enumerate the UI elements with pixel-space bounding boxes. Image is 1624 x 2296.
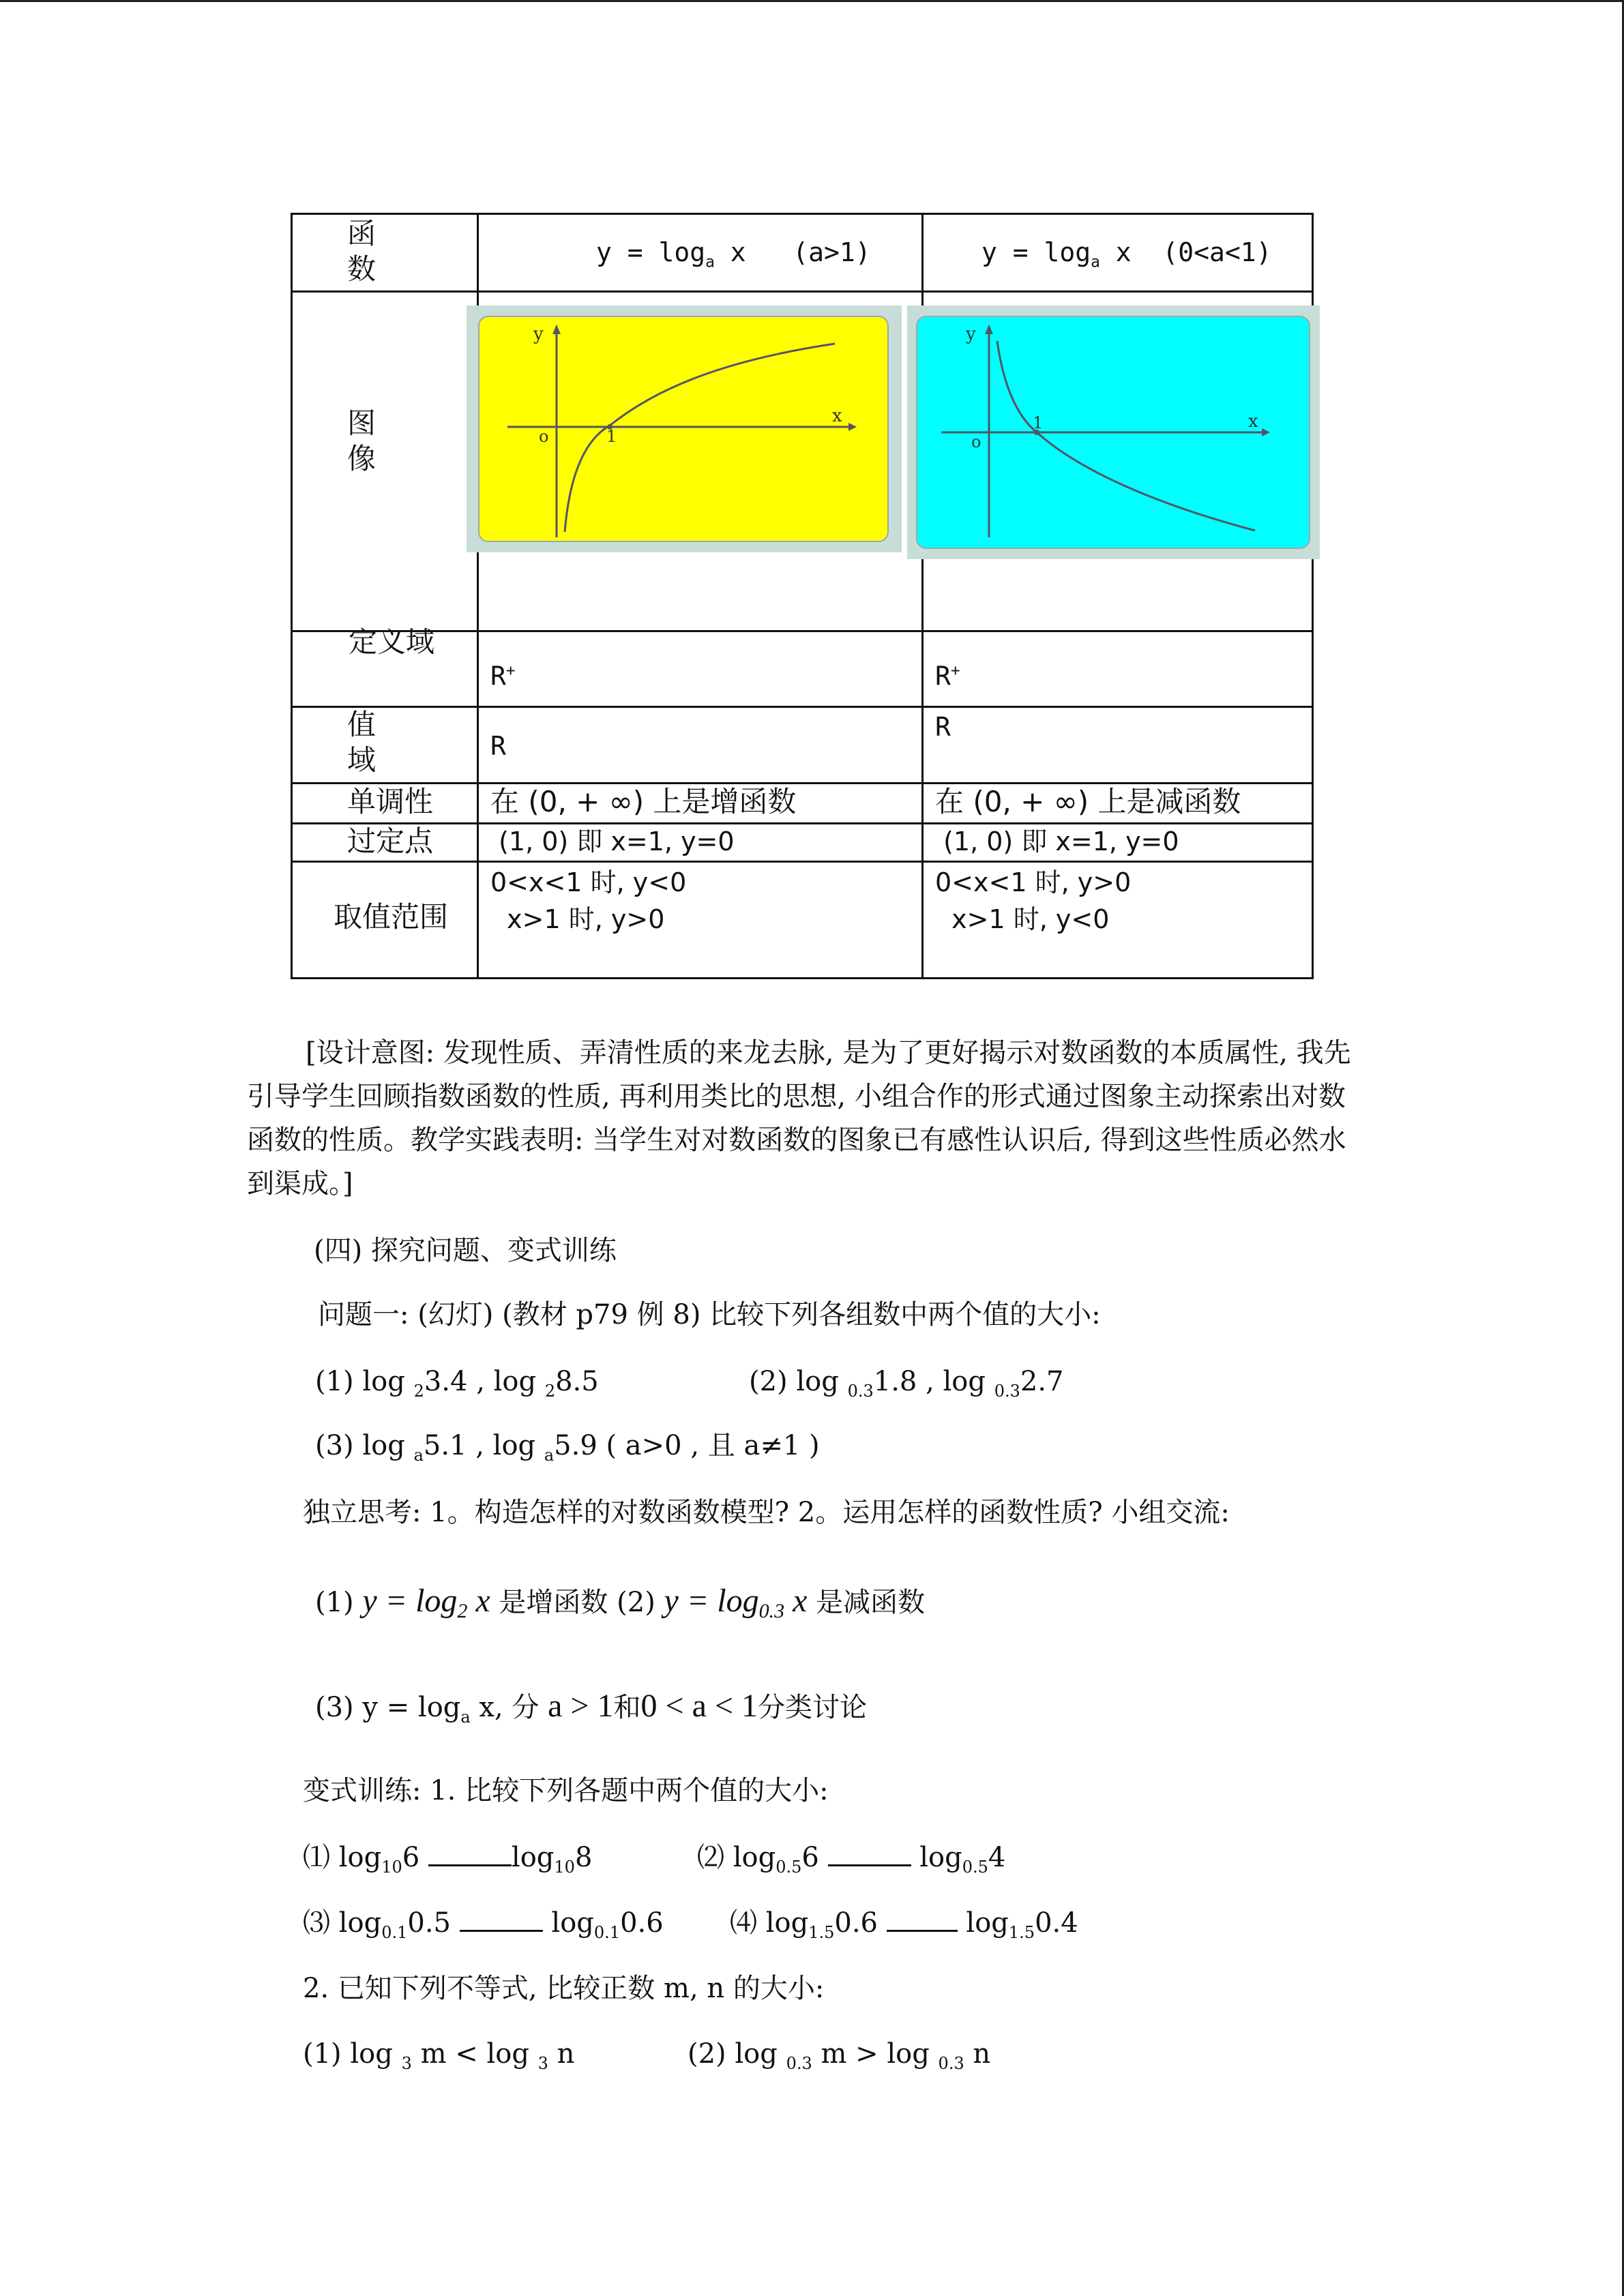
variant-text: log xyxy=(911,1842,962,1873)
answer-text: 是减函数 xyxy=(807,1587,926,1618)
domain-value-decreasing xyxy=(935,653,960,695)
answer-text: (1) xyxy=(315,1587,363,1618)
problem-1-item-3 xyxy=(315,1427,820,1474)
domain-sup: + xyxy=(505,662,516,680)
inequality-text: n xyxy=(964,2038,991,2070)
item-text: (2) log xyxy=(749,1366,848,1397)
variant-sub: 10 xyxy=(381,1858,402,1877)
monotonicity-decreasing: 在 (0, + ∞) 上是减函数 xyxy=(935,785,1241,818)
graph-increasing-log xyxy=(467,305,902,552)
variant-text: 6 xyxy=(402,1842,428,1873)
answer-sub: a xyxy=(460,1708,471,1727)
x-axis-label: x xyxy=(1248,411,1258,432)
variant-sub: 0.5 xyxy=(962,1858,988,1877)
variant-text: 0.6 xyxy=(620,1907,664,1939)
inequality-title: 2. 已知下列不等式, 比较正数 m, n 的大小: xyxy=(303,1973,825,2004)
inequality-text: (2) log xyxy=(688,2038,786,2070)
variant-sub: 0.1 xyxy=(593,1923,621,1942)
variant-text: ⑵ log xyxy=(697,1842,776,1873)
variant-sub: 0.1 xyxy=(381,1923,408,1942)
variant-item-4 xyxy=(730,1903,1078,1952)
item-text: 1.8 , log xyxy=(873,1366,994,1397)
variant-text: ⑴ log xyxy=(303,1842,382,1873)
monotonicity-increasing: 在 (0, + ∞) 上是增函数 xyxy=(490,785,797,818)
item-text: (3) log xyxy=(315,1430,414,1461)
variant-text: ⑷ log xyxy=(730,1907,809,1939)
answer-text: 分类讨论 xyxy=(757,1692,867,1723)
item-text: 5.9 ( a>0 , 且 a≠1 ) xyxy=(554,1430,820,1461)
graph-decreasing-log xyxy=(907,305,1320,559)
inequality-sub: 0.3 xyxy=(938,2054,964,2073)
header-function-label: 函 数 xyxy=(347,217,377,286)
page-top-border xyxy=(0,0,1624,2)
item-sub: a xyxy=(544,1446,555,1465)
row-label-fixed-point: 过定点 xyxy=(347,824,434,858)
domain-value-increasing xyxy=(490,653,516,695)
header-text: y = log xyxy=(981,237,1091,267)
variant-text: 8 xyxy=(574,1842,593,1873)
row-divider xyxy=(293,290,1312,293)
answer-blank[interactable] xyxy=(828,1837,911,1866)
item-sub: 0.3 xyxy=(994,1382,1020,1401)
problem-1-item-2 xyxy=(749,1362,1064,1410)
header-base: a xyxy=(1091,253,1100,271)
row-label-value-range: 取值范围 xyxy=(334,900,449,934)
variant-text: 0.4 xyxy=(1035,1907,1078,1939)
inequality-sub: 3 xyxy=(401,2054,412,2073)
item-text: 2.7 xyxy=(1020,1366,1064,1397)
row-divider xyxy=(293,861,1312,863)
one-label: 1 xyxy=(606,427,617,446)
header-condition: x (0<a<1) xyxy=(1099,237,1272,267)
inequality-sub: 0.3 xyxy=(786,2054,812,2073)
variant-sub: 10 xyxy=(554,1858,575,1877)
variant-text: 0.5 xyxy=(407,1907,460,1939)
problem-1: 问题一: (幻灯) (教材 p79 例 8) 比较下列各组数中两个值的大小: xyxy=(318,1299,1101,1330)
row-label-monotonicity: 单调性 xyxy=(347,785,434,818)
variant-item-2 xyxy=(697,1837,1005,1886)
variant-text: log xyxy=(511,1842,555,1873)
row-label-domain: 定义域 xyxy=(349,625,435,659)
item-sub: 2 xyxy=(544,1382,556,1401)
y-axis-label: y xyxy=(533,324,544,344)
answer-text: 和 xyxy=(613,1692,641,1723)
row-divider xyxy=(293,630,1312,632)
variant-sub: 1.5 xyxy=(808,1923,835,1942)
y-axis-label: y xyxy=(966,324,976,344)
inequality-item-1 xyxy=(303,2035,574,2083)
problem-1-item-1 xyxy=(315,1362,599,1410)
inequality-text: m < log xyxy=(411,2038,538,2070)
answer-blank[interactable] xyxy=(428,1837,512,1866)
item-text: 5.1 , log xyxy=(423,1430,544,1461)
design-intent-paragraph: [设计意图: 发现性质、弄清性质的来龙去脉, 是为了更好揭示对数函数的本质属性, 我先引导学生回顾指数函数的性质, 再利用类比的思想, 小组合作的形式通过图象主动探索出对数函数的性质。教学实践表明: 当学生对对数函数的图象已有感性认识后, 得到这些性质必然水到渠成。] xyxy=(247,1037,1351,1199)
independent-thinking: 独立思考: 1。构造怎样的对数函数模型? 2。运用怎样的函数性质? 小组交流: xyxy=(303,1497,1230,1528)
domain-sup: + xyxy=(950,662,960,680)
fixed-point-increasing: (1, 0) 即 x=1, y=0 xyxy=(490,826,735,856)
one-label: 1 xyxy=(1033,413,1044,432)
header-condition: x (a>1) xyxy=(714,237,871,267)
answer-formula: y = log xyxy=(362,1583,458,1619)
inequality-text: m > log xyxy=(812,2038,939,2070)
row-divider xyxy=(293,706,1312,708)
item-sub: 2 xyxy=(413,1382,424,1401)
header-increasing-function xyxy=(596,234,871,281)
origin-label: o xyxy=(539,427,549,446)
variant-text: 0.6 xyxy=(834,1907,887,1939)
variant-text: 6 xyxy=(801,1842,828,1873)
variant-sub: 1.5 xyxy=(1008,1923,1035,1942)
variant-item-1 xyxy=(303,1837,592,1886)
section-4-title: (四) 探究问题、变式训练 xyxy=(314,1235,617,1266)
range-value-decreasing: R xyxy=(935,712,951,742)
origin-label: o xyxy=(971,432,981,451)
answer-sub: 2 xyxy=(457,1600,468,1622)
value-range-decreasing: 0<x<1 时, y>0 x>1 时, y<0 xyxy=(935,867,1132,934)
answer-condition: a > 1 xyxy=(548,1688,614,1724)
row-label-image: 图 像 xyxy=(347,406,377,475)
variant-text: log xyxy=(957,1907,1009,1939)
answer-1-2 xyxy=(315,1582,925,1630)
header-text: y = log xyxy=(596,237,706,267)
answer-formula: x xyxy=(784,1583,808,1619)
answer-3 xyxy=(315,1687,867,1736)
fixed-point-decreasing: (1, 0) 即 x=1, y=0 xyxy=(935,826,1179,856)
row-label-range: 值 域 xyxy=(347,708,377,777)
inequality-text: (1) log xyxy=(303,2038,402,2070)
variant-text: log xyxy=(542,1907,594,1939)
domain-text: R xyxy=(490,661,506,691)
variant-training-title: 变式训练: 1. 比较下列各题中两个值的大小: xyxy=(303,1775,829,1806)
header-base: a xyxy=(705,253,715,271)
inequality-sub: 3 xyxy=(537,2054,548,2073)
answer-text: (3) y = log xyxy=(315,1692,461,1723)
range-value-increasing: R xyxy=(490,731,506,761)
answer-formula: x xyxy=(467,1583,490,1619)
answer-blank[interactable] xyxy=(887,1903,958,1932)
header-decreasing-function xyxy=(981,234,1272,281)
item-sub: a xyxy=(413,1446,424,1465)
value-range-increasing: 0<x<1 时, y<0 x>1 时, y>0 xyxy=(490,867,687,934)
answer-text: x, 分 xyxy=(470,1692,548,1723)
item-text: 8.5 xyxy=(555,1366,599,1397)
answer-sub: 0.3 xyxy=(758,1600,785,1622)
variant-sub: 0.5 xyxy=(776,1858,802,1877)
answer-text: (2) xyxy=(617,1587,664,1618)
domain-text: R xyxy=(935,661,951,691)
answer-text: 是增函数 xyxy=(490,1587,617,1618)
item-sub: 0.3 xyxy=(847,1382,874,1401)
variant-text: ⑶ log xyxy=(303,1907,382,1939)
inequality-item-2 xyxy=(688,2035,990,2083)
item-text: 3.4 , log xyxy=(424,1366,545,1397)
answer-formula: y = log xyxy=(664,1583,759,1619)
answer-condition: 0 < a < 1 xyxy=(640,1688,758,1724)
variant-text: 4 xyxy=(988,1842,1006,1873)
answer-blank[interactable] xyxy=(460,1903,543,1932)
x-axis-label: x xyxy=(832,406,842,426)
item-text: (1) log xyxy=(315,1366,414,1397)
inequality-text: n xyxy=(548,2038,575,2070)
variant-item-3 xyxy=(303,1903,664,1952)
